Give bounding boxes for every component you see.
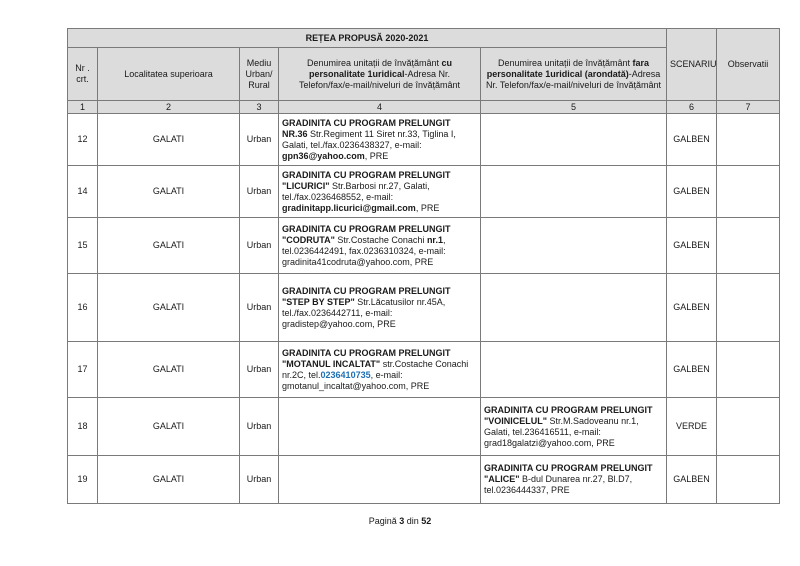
col-number: 1: [68, 101, 98, 114]
header-col4-pre: Denumirea unitații de învățământ: [306, 57, 442, 68]
header-observatii: Observatii: [717, 29, 780, 101]
row-mediu: Urban: [240, 342, 279, 398]
row-unit-without-pj: [481, 274, 667, 342]
col-number: 6: [667, 101, 717, 114]
row-unit-without-pj: [481, 398, 667, 456]
header-col4-post: -Adresa Nr. Telefon/fax/e-mail/niveluri de învățământ: [298, 68, 461, 90]
row-unit-without-pj: [481, 456, 667, 504]
row-mediu: Urban: [240, 456, 279, 504]
unit-contact: , e-mail: gmotanul_incaltat@yahoo.com, PRE: [282, 369, 430, 391]
row-nr: 17: [68, 342, 98, 398]
unit-name: GRADINITA CU PROGRAM PRELUNGIT "LICURICI": [282, 169, 451, 191]
row-nr: 18: [68, 398, 98, 456]
col-number: 4: [279, 101, 481, 114]
row-scenariu: GALBEN: [667, 166, 717, 218]
unit-address: Str.M.Sadoveanu nr.1, Galati, tel.236416511, e-mail: grad18galatzi@yahoo.com, PRE: [484, 415, 639, 448]
row-unit-without-pj: [481, 342, 667, 398]
row-unit-with-pj: [279, 456, 481, 504]
unit-levels: , PRE: [364, 150, 389, 161]
unit-name: GRADINITA CU PROGRAM PRELUNGIT "STEP BY STEP": [282, 285, 451, 307]
unit-levels: , PRE: [415, 202, 440, 213]
unit-contact: , tel.0236442491, fax.0236310324, e-mail: gradinita41codruta@yahoo.com, PRE: [282, 234, 446, 267]
footer-page-total: 52: [421, 516, 432, 526]
unit-address: Str.Costache Conachi: [334, 234, 427, 245]
row-nr: 14: [68, 166, 98, 218]
row-observatii: [717, 218, 780, 274]
header-col4-bold: cu personalitate 1uridical: [308, 57, 453, 79]
header-col5: [481, 48, 667, 101]
col-number: 5: [481, 101, 667, 114]
unit-address: str.Costache Conachi nr.2C, tel.: [282, 358, 469, 380]
table-title: REȚEA PROPUSĂ 2020-2021: [68, 29, 667, 48]
unit-email: gpn36@yahoo.com: [282, 150, 365, 161]
unit-email: gradinitapp.licurici@gmail.com: [282, 202, 416, 213]
row-scenariu: VERDE: [667, 398, 717, 456]
col-number: 2: [98, 101, 240, 114]
header-col5-post: -Adresa Nr. Telefon/fax/e-mail/niveluri de învățământ: [486, 68, 661, 90]
row-unit-without-pj: [481, 218, 667, 274]
row-nr: 16: [68, 274, 98, 342]
row-unit-with-pj: [279, 114, 481, 166]
row-localitate: GALATI: [98, 114, 240, 166]
table-row: [68, 398, 780, 456]
row-observatii: [717, 456, 780, 504]
row-unit-without-pj: [481, 166, 667, 218]
row-observatii: [717, 398, 780, 456]
row-observatii: [717, 342, 780, 398]
header-col4: [279, 48, 481, 101]
unit-name: GRADINITA CU PROGRAM PRELUNGIT "ALICE": [484, 463, 653, 484]
row-scenariu: GALBEN: [667, 274, 717, 342]
footer-page-number: 3: [399, 516, 405, 526]
header-col5-pre: Denumirea unitații de învățământ: [497, 57, 633, 68]
row-localitate: GALATI: [98, 342, 240, 398]
row-localitate: GALATI: [98, 274, 240, 342]
unit-name: GRADINITA CU PROGRAM PRELUNGIT "VOINICELUL": [484, 404, 653, 426]
row-mediu: Urban: [240, 166, 279, 218]
row-observatii: [717, 114, 780, 166]
row-nr: 15: [68, 218, 98, 274]
unit-address: Str.Regiment 11 Siret nr.33, Tiglina I, Galati, tel./fax.0236438327, e-mail:: [282, 128, 456, 150]
row-localitate: GALATI: [98, 398, 240, 456]
school-network-table: [67, 28, 780, 504]
unit-phone-link[interactable]: 0236410735: [320, 369, 371, 380]
row-unit-with-pj: [279, 166, 481, 218]
row-localitate: GALATI: [98, 456, 240, 504]
unit-name: GRADINITA CU PROGRAM PRELUNGIT "CODRUTA": [282, 223, 451, 245]
header-nr: Nr . crt.: [68, 48, 98, 101]
row-unit-with-pj: [279, 274, 481, 342]
unit-name: GRADINITA CU PROGRAM PRELUNGIT "MOTANUL INCALTAT": [282, 347, 451, 369]
header-mediu: Mediu Urban/ Rural: [240, 48, 279, 101]
col-number: 7: [717, 101, 780, 114]
row-localitate: GALATI: [98, 166, 240, 218]
row-mediu: Urban: [240, 218, 279, 274]
header-localitate: Localitatea superioara: [98, 48, 240, 101]
row-unit-with-pj: [279, 398, 481, 456]
footer-pagina-label: Pagină: [368, 516, 400, 526]
table-row: [68, 166, 780, 218]
row-unit-with-pj: [279, 342, 481, 398]
row-unit-without-pj: [481, 114, 667, 166]
column-number-row: [68, 101, 780, 114]
row-mediu: Urban: [240, 274, 279, 342]
header-scenariu: SCENARIU: [667, 29, 717, 101]
row-nr: 12: [68, 114, 98, 166]
row-scenariu: GALBEN: [667, 456, 717, 504]
page-footer: [0, 516, 800, 526]
footer-din-label: din: [404, 516, 422, 526]
row-observatii: [717, 166, 780, 218]
row-mediu: Urban: [240, 398, 279, 456]
row-scenariu: GALBEN: [667, 114, 717, 166]
row-nr: 19: [68, 456, 98, 504]
row-scenariu: GALBEN: [667, 342, 717, 398]
table-row: [68, 218, 780, 274]
row-localitate: GALATI: [98, 218, 240, 274]
table-row: [68, 456, 780, 504]
unit-address: Str.Barbosi nr.27, Galati, tel./fax.0236468552, e-mail:: [282, 180, 430, 202]
unit-address: Str.Lăcatusilor nr.45A, tel./fax.0236442711, e-mail: gradistep@yahoo.com, PRE: [282, 296, 446, 329]
row-mediu: Urban: [240, 114, 279, 166]
row-scenariu: GALBEN: [667, 218, 717, 274]
table-row: [68, 342, 780, 398]
header-col5-bold: fara personalitate 1uridical (arondată): [486, 57, 650, 79]
col-number: 3: [240, 101, 279, 114]
table-row: [68, 274, 780, 342]
row-unit-with-pj: [279, 218, 481, 274]
unit-name: GRADINITA CU PROGRAM PRELUNGIT NR.36: [282, 117, 451, 139]
row-observatii: [717, 274, 780, 342]
unit-address: B-dul Dunarea nr.27, Bl.D7, tel.0236444337, PRE: [484, 474, 633, 495]
unit-address-number: nr.1: [426, 234, 443, 245]
table-row: [68, 114, 780, 166]
